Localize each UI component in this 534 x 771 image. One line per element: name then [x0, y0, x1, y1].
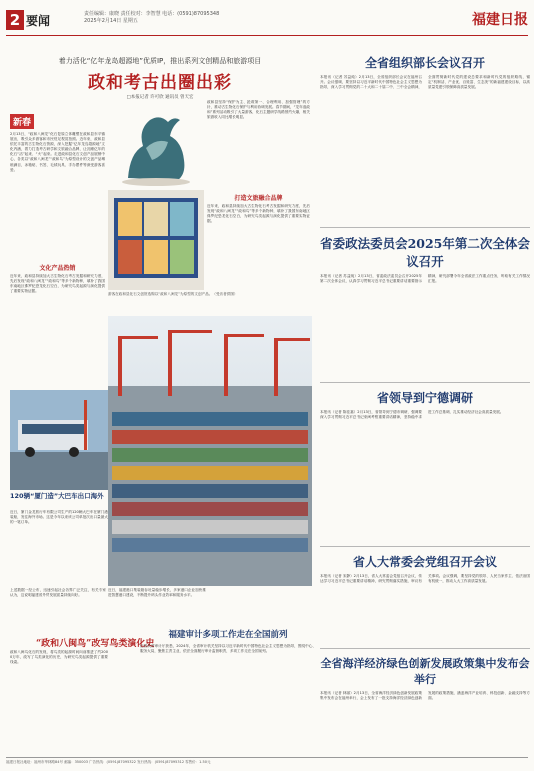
main-byline: □本报记者 许可欣 通讯员 曾天宏 [126, 95, 194, 100]
products-photo [108, 190, 204, 290]
main-left-column [10, 110, 105, 394]
right-body-1: 本报讯（记者 苏益纯）2月13日，全省组织部长会议在福州召开。会议强调，要坚持以习近平新时代中国特色社会主义思想为指导，深入学习贯彻党的二十大和二十届二中、三中全会精神，全面贯彻新时代党的建设总要求和新时代党的组织路线，锚定“机制活、产业优、百姓富、生态美”的新福建建设目标，以高质量党建引领保障高质量发展。 [320, 75, 530, 90]
page-number: 2 [6, 10, 24, 30]
products-caption: 游客在政和县化石文创馆选购以“政和八闽龙”为原型的文创产品。（受访者供图） [108, 292, 238, 296]
meta-line-2: 2025年2月14日 星期五 [84, 18, 138, 24]
right-body-2: 本报讯（记者 苏益纯）2月13日，省委政法委员会召开2025年第二次全体会议，认真学习贯彻习近平总书记重要讲话重要指示精神，研究部署今年全省政法工作重点任务，听取有关工作情况汇报。 [320, 274, 530, 284]
bus-photo-caption: 近日，厦门金龙旅行车有限公司生产的120辆大巴车在厦门港装船，发往海外市场。这是今年以来该公司单批次出口量最大的一笔订单。 [10, 510, 108, 525]
main-kicker: 着力活化“亿年龙岛超源地”优质IP，推出系列文创精品和旅游项目 [58, 57, 262, 65]
main-subhead-2: 打造文旅融合品牌 [234, 195, 283, 202]
port-text: 近日，福建港口集装箱吞吐量稳步增长，多家港口企业加快推进智慧港口建设，不断提升码头作业效率和服务水平。 [108, 588, 206, 598]
bus-photo [10, 390, 108, 490]
main-subhead: 文化产品热销 [39, 265, 76, 272]
port-photo [108, 316, 312, 586]
main-body-left: 2月13日，“政和八闽龙”化石复原立体雕塑在政和县东平镇展出，吸引众多游客和市民驻足观赏拍照。近年来，政和县依托丰富的古生物化石资源，深入挖掘“亿年龙岛超源地”文化内涵，着力打造考古研学和文旅融合品牌，让沉睡亿年的化石“活”起来、“火”起来。走进政和县化石文创产品展销中心，各类以“政和八闽龙”“政和鸟”为原型设计的文创产品琳琅满目，冰箱贴、书签、毛绒玩具、手办摆件等深受游客喜爱。 [10, 132, 105, 172]
bus-photo-title: 120辆“厦门造”大巴车出口海外 [10, 492, 104, 500]
right-column [320, 48, 530, 751]
right-body-5: 本报讯（记者 林丽）2月13日，全省海洋经济绿色创新发展政策集中发布会在福州举行，会上发布了一批支持海洋经济绿色创新发展的政策措施，涵盖海洋产业培育、科技创新、金融支持等方面。 [320, 691, 530, 701]
main-body-mid-2: 近年来，政和县持续加大古生物化石考古发掘和研究力度，先后发现“政和八闽龙”“政和鸟”等多个新物种，填补了我国东南地区侏罗纪恐龙化石空白，为研究鸟类起源与演化提供了重要实物证据。 [207, 204, 310, 224]
main-mid-column [207, 100, 310, 300]
bird-headline: “政和八闽鸟”改写鸟类演化史 [36, 639, 155, 649]
meta-line-1: 责任编辑：康晓 责任校对：李智慧 电话：(0591)87095348 [84, 11, 220, 17]
right-headline-3: 省领导到宁德调研 [376, 391, 473, 405]
divider [320, 648, 530, 649]
right-body-3: 本报讯（记者 陈佳嘉）2月13日，省领导到宁德市调研，强调要深入学习贯彻习近平总书记来闽考察重要讲话精神，坚持稳中求进工作总基调，扎实推动经济社会高质量发展。 [320, 410, 504, 420]
main-body-left-2: 近年来，政和县持续加大古生物化石考古发掘和研究力度，先后发现“政和八闽龙”“政和鸟”等多个新物种，填补了我国东南地区侏罗纪恐龙化石空白，为研究鸟类起源与演化提供了重要实物证据。 [10, 274, 105, 294]
page-footer: 福建日报社地址：福州市华林路84号 邮编：350003 广告热线：(0591)87095322 发行热线：(0591)87095312 零售价：1.50元 [6, 757, 528, 765]
audit-headline: 福建审计多项工作走在全国前列 [168, 630, 288, 640]
right-headline-2: 省委政法委员会2025年第二次全体会议召开 [320, 236, 530, 269]
audit-body: 记者从省审计厅获悉，2024年，全省审计机关坚持以习近平新时代中国特色社会主义思想为指导，围绕中心、服务大局，聚焦主责主业，依法全面履行审计监督职责，多项工作走在全国前列。 [140, 644, 316, 654]
section-name: 要闻 [26, 14, 51, 28]
main-body-mid: 政和县坚持“保护为主、抢救第一、合理利用、加强管理”的方针，推动古生物化石保护与利用协调发展。春节期间，“龙年逛政和”系列活动吸引了大量游客，化石主题研学线路预约火爆，相关旅游收入同比增长明显。 [207, 100, 310, 120]
divider [320, 546, 530, 547]
header-meta [84, 11, 224, 25]
divider [320, 382, 530, 383]
page-header [6, 6, 528, 36]
divider [320, 227, 530, 228]
right-headline-5: 全省海洋经济绿色创新发展政策集中发布会举行 [320, 657, 530, 686]
right-body-4: 本报讯（记者 宋静）2月13日，省人大常委会党组召开会议，传达学习习近平总书记重要讲话精神，研究贯彻落实措施，审议有关事项。会议强调，要坚持党的领导、人民当家作主、依法治国有机统一，推动人大工作高质量发展。 [320, 574, 530, 584]
spring-flag: 新春 [10, 114, 34, 129]
lower-left-text: 上述数据一经公布，迅速引起社会各界广泛关注，有关专家认为，这说明福建省外贸发展质量持续向好。 [10, 588, 106, 598]
main-headline: 政和考古出圈出彩 [88, 73, 232, 93]
newspaper-logo: 福建日报 [472, 12, 528, 28]
bird-body: 政和八闽鸟化石的发现，将鸟类的起源时间向前推进了约2000万年，改写了鸟类演化的历史，为研究鸟类起源提供了重要线索。 [10, 650, 108, 665]
dinosaur-photo [108, 108, 204, 186]
right-headline-4: 省人大常委会党组召开会议 [352, 555, 497, 569]
right-headline-1: 全省组织部长会议召开 [364, 56, 485, 70]
